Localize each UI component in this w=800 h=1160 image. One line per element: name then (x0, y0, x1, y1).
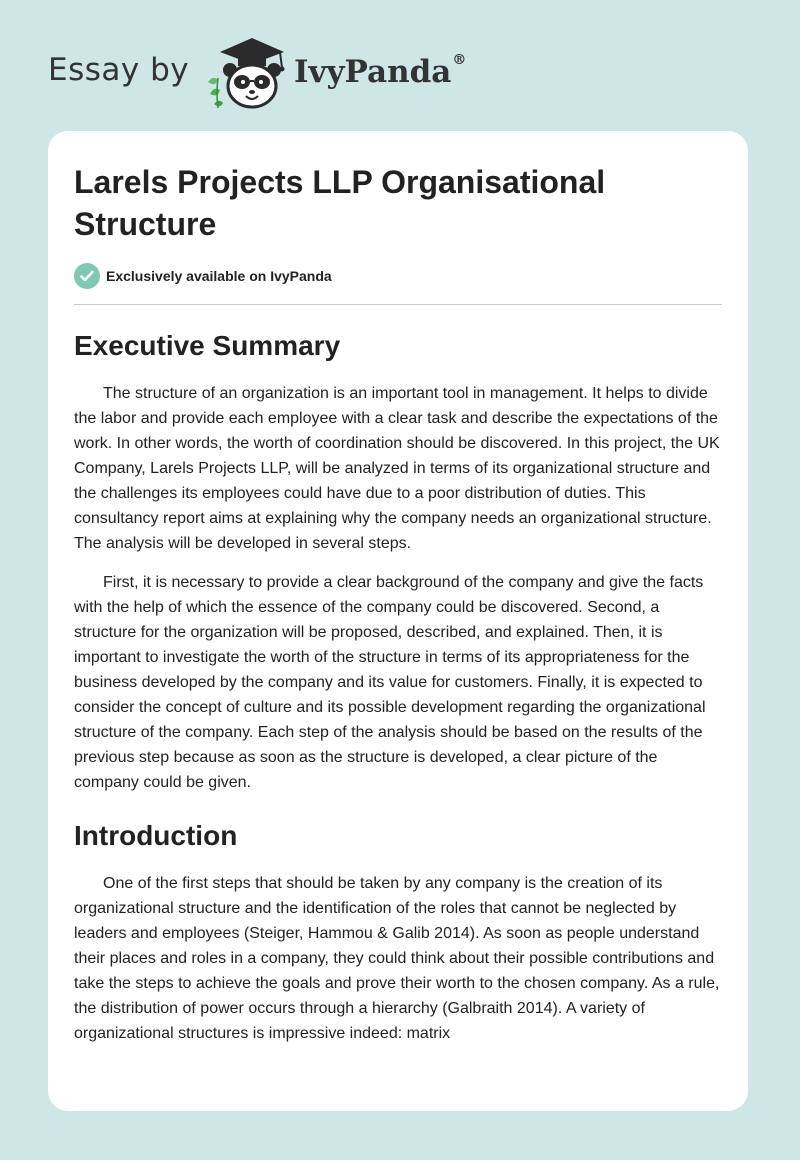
brand-name (294, 54, 466, 90)
page-title: Larels Projects LLP Organisational Structure (74, 164, 606, 242)
section-heading-executive-summary: Executive Summary (74, 330, 341, 361)
section-heading-introduction: Introduction (74, 820, 238, 851)
paragraph: The structure of an organization is an important tool in management. It helps to divide the labor and provide each employee with a clear task and describe the expectations of the work. In other words, the worth of coordination should be discovered. In this project, the UK Company, Larels Projects LLP, will be analyzed in terms of its organizational structure and the challenges its employees could have due to a poor distribution of duties. This consultancy report aims at explaining why the company needs an organizational structure. The analysis will be developed in several steps. (74, 385, 720, 552)
panda-logo-icon (200, 34, 292, 110)
title-divider (74, 304, 722, 305)
brand-name-text: IvyPanda (294, 54, 452, 90)
brand-registered-mark: ® (452, 52, 467, 68)
check-circle-icon (74, 263, 100, 289)
brand-prefix: Essay by (48, 52, 190, 88)
exclusive-badge-text: Exclusively available on IvyPanda (106, 268, 332, 284)
essay-card (48, 131, 748, 1111)
exclusive-badge (74, 263, 722, 289)
paragraph: One of the first steps that should be taken by any company is the creation of its organizational structure and the identification of the roles that cannot be neglected by leaders and employees (Steiger, Hammou & Galib 2014). As soon as people understand their places and roles in a company, they could think about their possible contributions and take the steps to achieve the goals and prove their worth to the chosen company. As a rule, the distribution of power occurs through a hierarchy (Galbraith 2014). A variety of organizational structures is impressive indeed: matrix (74, 875, 720, 1042)
brand-header (48, 32, 528, 112)
paragraph: First, it is necessary to provide a clear background of the company and give the facts with the help of which the essence of the company could be discovered. Second, a structure for the organization will be proposed, described, and explained. Then, it is important to investigate the worth of the structure in terms of its appropriateness for the business developed by the company and its value for customers. Finally, it is expected to consider the concept of culture and its possible development regarding the organizational structure of the company. Each step of the analysis should be based on the results of the previous step because as soon as the structure is developed, a clear picture of the company could be given. (74, 574, 706, 791)
